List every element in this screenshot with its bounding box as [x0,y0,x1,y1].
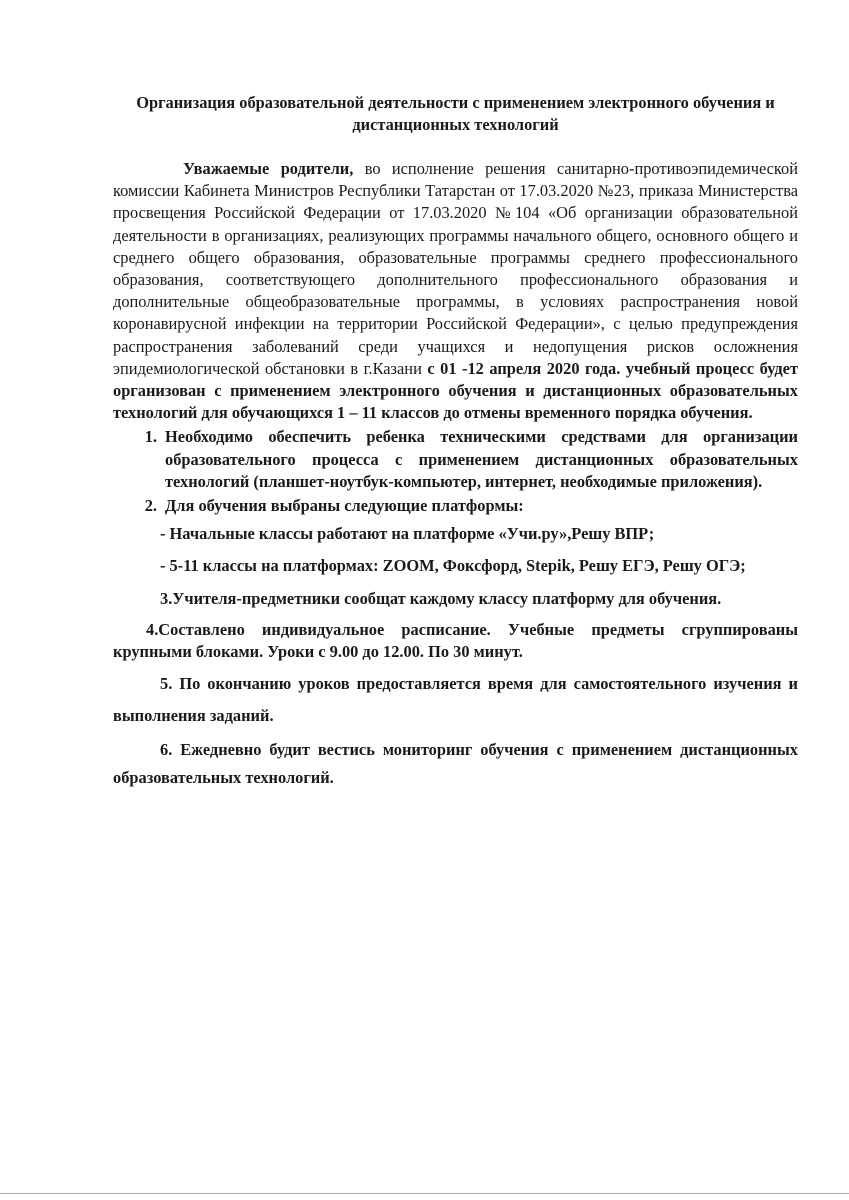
point-3: 3.Учителя-предметники сообщат каждому классу платформу для обучения. [160,588,722,608]
platform-line: - Начальные классы работают на платформе «Учи.ру»,Решу ВПР; [160,524,655,544]
list-text: Необходимо обеспечить ребенка техническими средствами для организации образовательного процесса с применением дистанционных образовательных технологий (планшет-ноутбук-компьютер, интернет, необходимые приложения). [165,427,798,491]
list-text: Для обучения выбраны следующие платформы: [165,496,524,516]
greeting: Уважаемые родители, [183,159,354,178]
point-6: 6. Ежедневно будит вестись мониторинг обучения с применением дистанционных образовательных технологий. [113,740,798,788]
document-page [113,92,798,792]
list-item [113,426,798,493]
document-title: Организация образовательной деятельности с применением электронного обучения и дистанционных технологий [136,93,775,134]
list-number: 2. [144,496,157,516]
list-number: 1. [144,427,157,447]
platform-line: - 5-11 классы на платформах: ZOOM, Фоксфорд, Stepik, Решу ЕГЭ, Решу ОГЭ; [160,556,746,576]
scan-edge-line [0,1193,849,1194]
point-4: 4.Составлено индивидуальное расписание. Учебные предметы сгруппированы крупными блоками. Уроки с 9.00 до 12.00. По 30 минут. [113,619,798,662]
numbered-list [113,426,798,517]
list-item [113,495,798,517]
intro-bold-text: с 01 -12 апреля 2020 года. учебный процесс будет организован с применением электронного обучения и дистанционных образовательных технологий для обучающихся 1 – 11 классов до отмены временного порядка обучения. [113,358,799,423]
intro-paragraph [113,158,798,424]
point-5: 5. По окончанию уроков предоставляется время для самостоятельного изучения и выполнения заданий. [113,674,798,726]
intro-text: во исполнение решения санитарно-противоэпидемической комиссии Кабинета Министров Республики Татарстан от 17.03.2020 №23, приказа Министерства просвещения Российской Федерации от 17.03.2020 №104 «Об организации образовательной деятельности в организациях, реализующих программы начального общего, основного общего и среднего общего образования, образовательные программы среднего профессионального образования, соответствующего дополнительного профессионального образования и дополнительные общеобразовательные программы, в условиях распространения новой коронавирусной инфекции на территории Российской Федерации», с целью предупреждения распространения заболеваний среди учащихся и недопущения рисков осложнения эпидемиологической обстановки в г.Казани [113,159,798,378]
